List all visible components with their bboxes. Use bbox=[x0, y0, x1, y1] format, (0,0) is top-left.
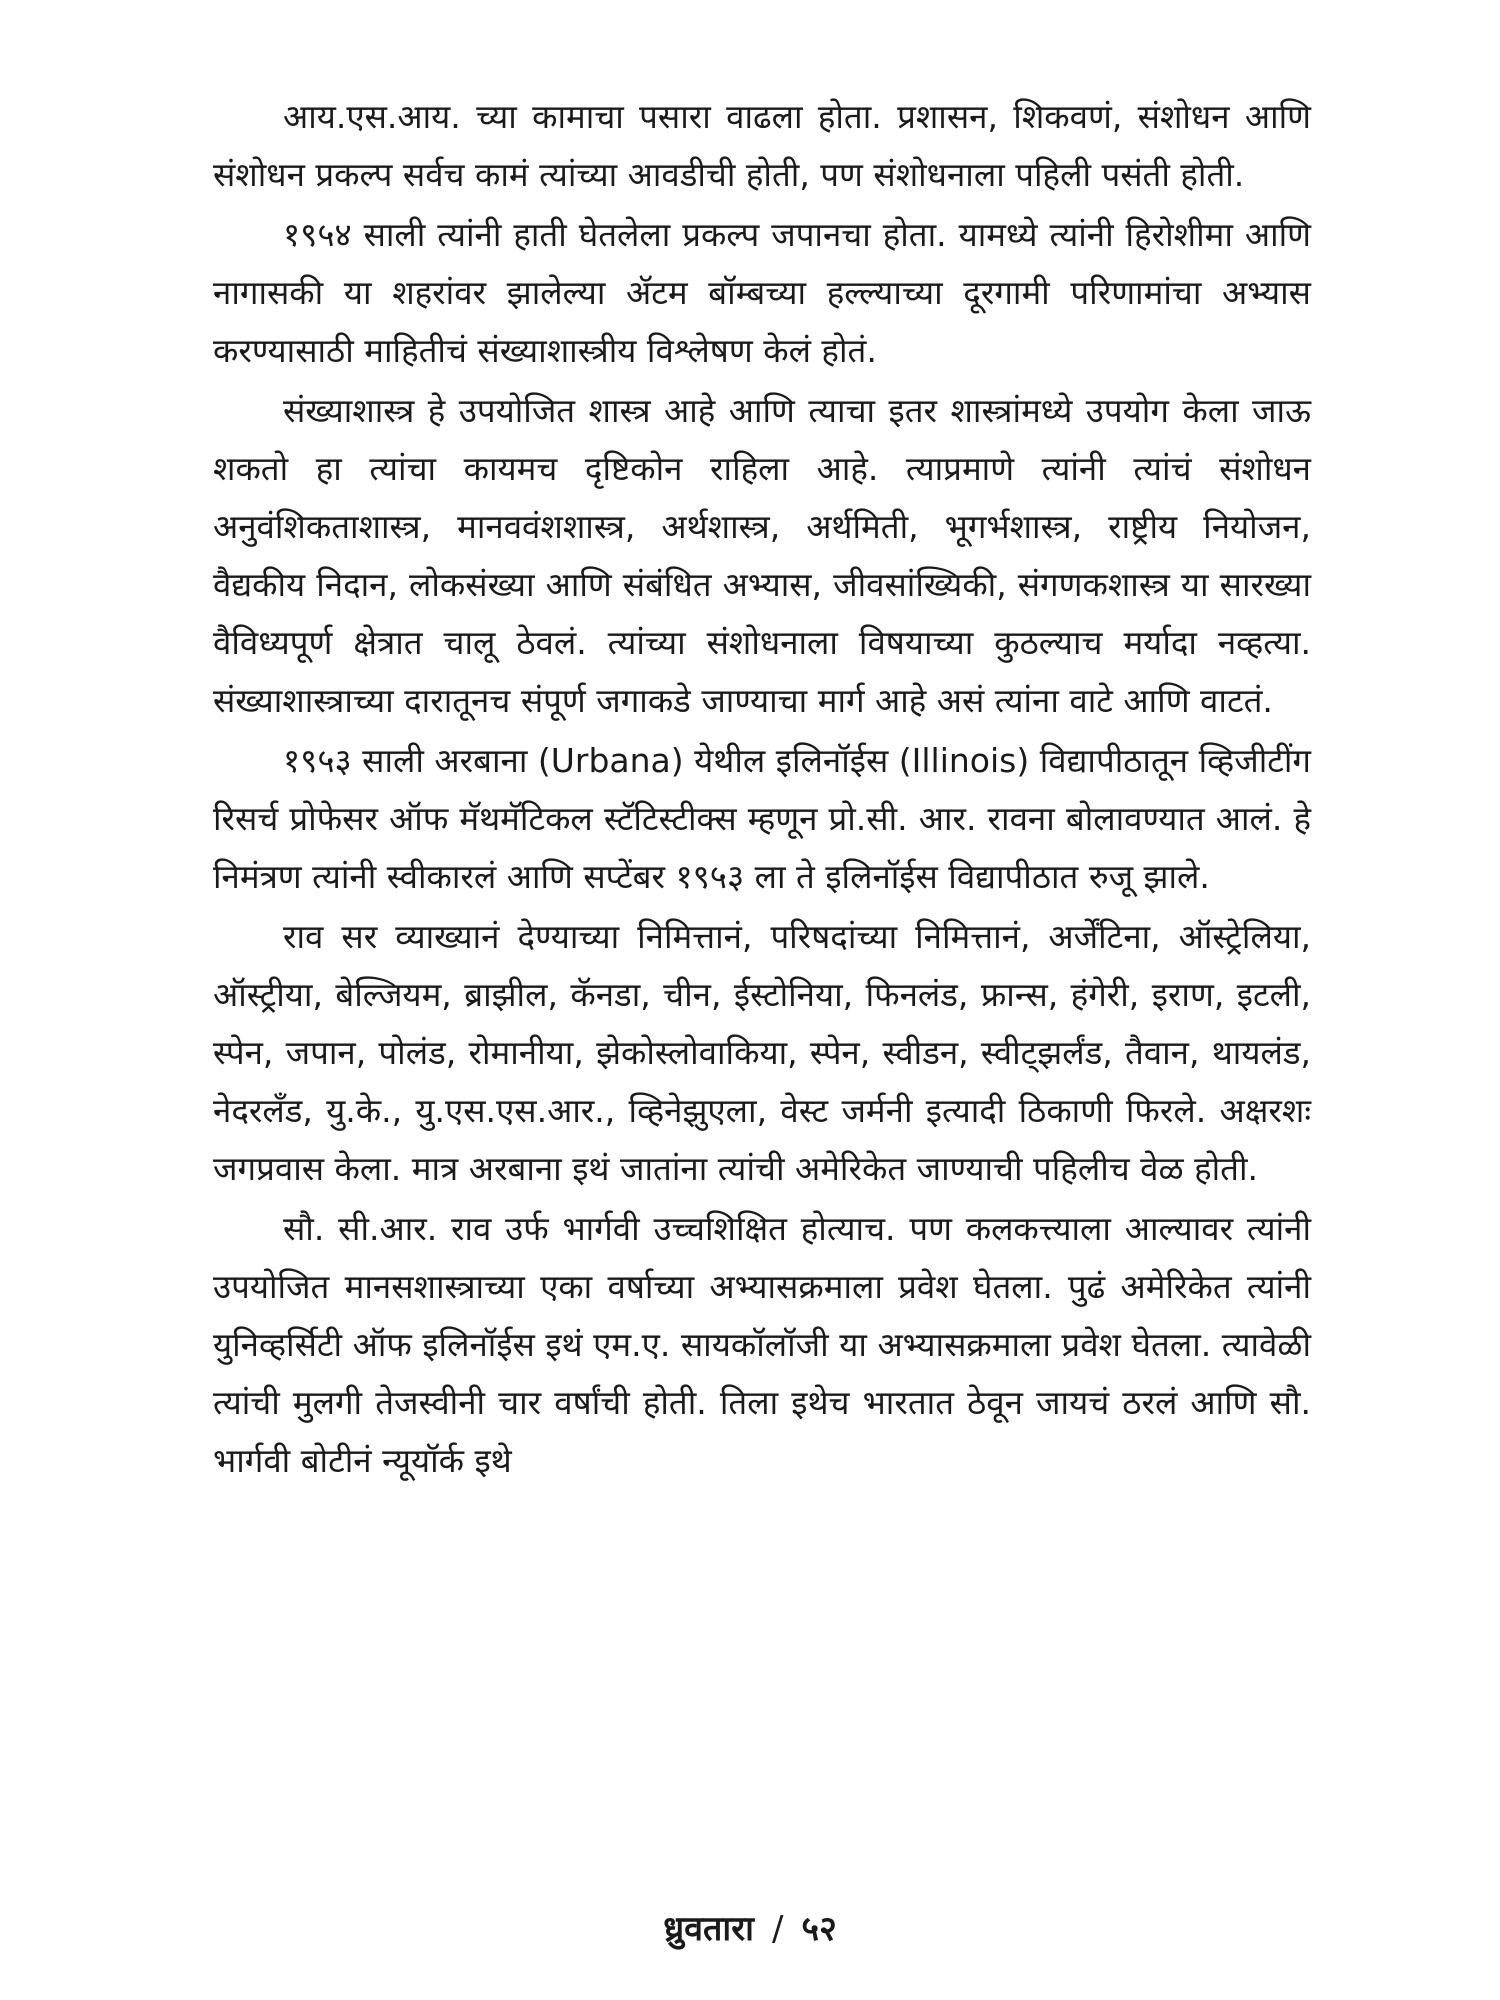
paragraph-bhargavi-education: सौ. सी.आर. राव उर्फ भार्गवी उच्चशिक्षित होत्याच. पण कलकत्त्याला आल्यावर त्यांनी उपयोजित मानसशास्त्राच्या एका वर्षाच्या अभ्यासक्रमाला प्रवेश घेतला. पुढं अमेरिकेत त्यांनी युनिव्हर्सिटी ऑफ इलिनॉईस इथं एम.ए. सायकॉलॉजी या अभ्यासक्रमाला प्रवेश घेतला. त्यावेळी त्यांची मुलगी तेजस्वीनी चार वर्षांची होती. तिला इथेच भारतात ठेवून जायचं ठरलं आणि सौ. भार्गवी बोटीनं न्यूयॉर्क इथे bbox=[213, 1209, 1311, 1480]
footer-separator: / bbox=[771, 1909, 784, 1949]
paragraph-applied-statistics: संख्याशास्त्र हे उपयोजित शास्त्र आहे आणि त्याचा इतर शास्त्रांमध्ये उपयोग केला जाऊ शकतो हा त्यांचा कायमच दृष्टिकोन राहिला आहे. त्याप्रमाणे त्यांनी त्यांचं संशोधन अनुवंशिकताशास्त्र, मानववंशशास्त्र, अर्थशास्त्र, अर्थमिती, भूगर्भशास्त्र, राष्ट्रीय नियोजन, वैद्यकीय निदान, लोकसंख्या आणि संबंधित अभ्यास, जीवसांख्यिकी, संगणकशास्त्र या सारख्या वैविध्यपूर्ण क्षेत्रात चालू ठेवलं. त्यांच्या संशोधनाला विषयाच्या कुठल्याच मर्यादा नव्हत्या. संख्याशास्त्राच्या दारातूनच संपूर्ण जगाकडे जाण्याचा मार्ग आहे असं त्यांना वाटे आणि वाटतं. bbox=[213, 391, 1311, 720]
page-footer bbox=[0, 1904, 1500, 1950]
page-number: ५२ bbox=[801, 1909, 837, 1949]
paragraph-world-travel: राव सर व्याख्यानं देण्याच्या निमित्तानं, परिषदांच्या निमित्तानं, अर्जेंटिना, ऑस्ट्रेलिया, ऑस्ट्रीया, बेल्जियम, ब्राझील, कॅनडा, चीन, ईस्टोनिया, फिनलंड, फ्रान्स, हंगेरी, इराण, इटली, स्पेन, जपान, पोलंड, रोमानीया, झेकोस्लोवाकिया, स्पेन, स्वीडन, स्वीट्झर्लंड, तैवान, थायलंड, नेदरलँड, यु.के., यु.एस.एस.आर., व्हिनेझुएला, वेस्ट जर्मनी इत्यादी ठिकाणी फिरले. अक्षरशः जगप्रवास केला. मात्र अरबाना इथं जातांना त्यांची अमेरिकेत जाण्याची पहिलीच वेळ होती. bbox=[213, 917, 1311, 1188]
paragraph-urbana-invitation: १९५३ साली अरबाना (Urbana) येथील इलिनॉईस (Illinois) विद्यापीठातून व्हिजीटींग रिसर्च प्रोफेसर ऑफ मॅथमॅटिकल स्टॅटिस्टीक्स म्हणून प्रो.सी. आर. रावना बोलावण्यात आलं. हे निमंत्रण त्यांनी स्वीकारलं आणि सप्टेंबर १९५३ ला ते इलिनॉईस विद्यापीठात रुजू झाले. bbox=[213, 741, 1311, 896]
body-text bbox=[213, 88, 1311, 1492]
paragraph-isi-work: आय.एस.आय. च्या कामाचा पसारा वाढला होता. प्रशासन, शिकवणं, संशोधन आणि संशोधन प्रकल्प सर्वच कामं त्यांच्या आवडीची होती, पण संशोधनाला पहिली पसंती होती. bbox=[213, 97, 1311, 194]
book-title: ध्रुवतारा bbox=[663, 1909, 754, 1949]
paragraph-japan-project: १९५४ साली त्यांनी हाती घेतलेला प्रकल्प जपानचा होता. यामध्ये त्यांनी हिरोशीमा आणि नागासकी या शहरांवर झालेल्या ॲटम बॉम्बच्या हल्ल्याच्या दूरगामी परिणामांचा अभ्यास करण्यासाठी माहितीचं संख्याशास्त्रीय विश्लेषण केलं होतं. bbox=[213, 215, 1311, 370]
